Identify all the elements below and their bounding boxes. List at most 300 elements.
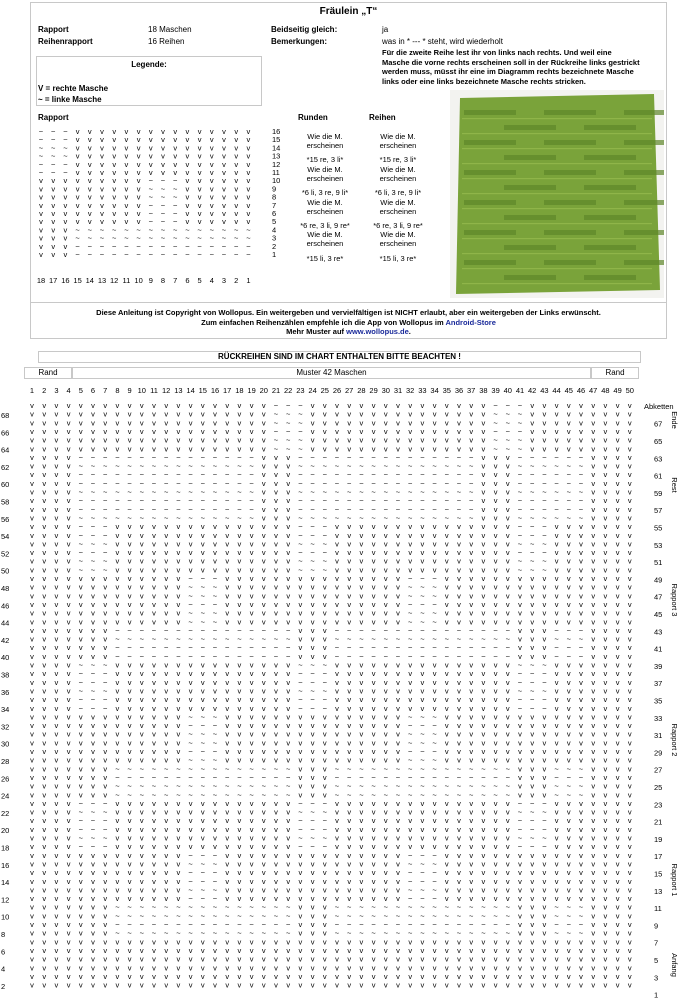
big-chart-stitch: v [335,539,339,549]
big-chart-stitch: v [518,729,522,739]
big-chart-stitch: v [493,548,498,558]
big-chart-stitch: v [322,945,327,955]
big-chart-stitch: v [615,504,620,514]
big-chart-stitch: ~ [395,790,401,800]
big-chart-stitch: v [188,816,193,826]
big-chart-stitch: ~ [347,790,352,800]
big-chart-stitch: v [200,565,205,575]
big-chart-stitch: ~ [310,565,315,575]
big-chart-stitch: v [444,686,449,696]
big-chart-stitch: v [591,729,596,739]
big-chart-stitch: ~ [90,478,96,488]
big-chart-stitch: ~ [164,781,169,791]
big-row-label-left: 48 [1,584,10,593]
big-chart-stitch: v [54,798,59,808]
big-chart-stitch: ~ [530,530,535,540]
big-chart-stitch: v [66,539,71,549]
big-chart-stitch: v [530,894,535,904]
big-chart-stitch: v [261,963,266,973]
big-chart-stitch: v [30,842,34,852]
big-chart-stitch: v [261,504,266,514]
big-chart-stitch: ~ [432,729,437,739]
big-chart-stitch: v [54,894,59,904]
big-chart-stitch: ~ [151,461,157,471]
big-chart-stitch: v [103,426,108,436]
section-label: Ende [670,411,679,429]
big-chart-stitch: ~ [395,478,401,488]
big-chart-stitch: v [615,712,620,722]
big-chart-stitch: ~ [200,876,205,886]
big-chart-stitch: v [493,833,498,843]
big-chart-stitch: v [530,920,535,929]
big-chart-stitch: v [152,599,156,609]
big-chart-stitch: ~ [456,478,462,488]
big-chart-stitch: v [383,980,388,990]
big-chart-stitch: v [200,971,205,981]
big-chart-stitch: v [627,548,632,558]
big-chart-stitch: v [78,764,83,774]
big-chart-stitch: v [347,426,352,436]
big-chart-stitch: v [493,660,498,670]
big-chart-stitch: v [298,608,303,618]
big-chart-stitch: v [566,695,571,705]
big-chart-stitch: v [603,963,608,973]
big-chart-stitch: v [542,401,547,410]
big-chart-stitch: ~ [432,591,437,601]
big-chart-stitch: v [30,401,34,410]
big-chart-stitch: ~ [469,651,474,661]
big-chart-stitch: v [469,435,474,445]
big-chart-stitch: v [579,971,583,981]
big-chart-stitch: v [249,738,254,748]
big-chart-stitch: v [444,963,449,973]
big-chart-stitch: v [261,859,266,869]
big-chart-stitch: ~ [78,703,83,713]
big-chart-stitch: v [335,868,339,878]
big-chart-stitch: v [30,591,34,601]
big-chart-stitch: ~ [200,885,205,895]
big-chart-stitch: v [66,729,71,739]
big-chart-stitch: ~ [298,435,303,445]
big-chart-stitch: v [176,816,181,826]
big-chart-stitch: v [30,868,34,878]
big-chart-stitch: ~ [334,504,340,514]
big-chart-stitch: v [91,971,95,981]
big-chart-stitch: ~ [530,487,535,497]
big-chart-stitch: ~ [200,487,205,497]
big-chart-stitch: ~ [420,859,425,869]
big-chart-stitch: v [591,738,596,748]
big-chart-stitch: ~ [139,470,144,480]
big-chart-stitch: ~ [420,478,425,488]
big-chart-stitch: v [481,963,486,973]
big-chart-stitch: v [627,582,632,592]
big-chart-stitch: v [286,695,291,705]
big-chart-stitch: v [591,401,596,410]
big-chart-stitch: ~ [200,651,205,661]
big-chart-stitch: v [408,945,413,955]
small-col-label: 2 [234,276,239,285]
big-chart-stitch: v [261,548,266,558]
big-chart-stitch: v [591,833,596,843]
big-chart-stitch: v [91,885,95,895]
big-chart-stitch: v [359,669,364,679]
big-chart-stitch: v [54,885,59,895]
big-chart-stitch: ~ [103,677,108,687]
big-chart-stitch: v [591,807,596,817]
big-chart-stitch: v [66,599,71,609]
big-chart-stitch: v [164,539,169,549]
big-chart-stitch: v [225,721,230,731]
big-chart-stitch: v [591,963,596,973]
big-chart-stitch: v [627,574,632,583]
big-chart-stitch: v [579,868,583,878]
small-chart-stitch: ~ [75,233,80,243]
big-chart-stitch: v [237,401,242,410]
big-chart-stitch: ~ [200,902,205,912]
big-chart-stitch: v [42,729,47,739]
big-chart-stitch: v [127,409,132,419]
big-chart-stitch: v [298,729,303,739]
big-chart-stitch: v [579,876,583,886]
big-chart-stitch: v [505,945,510,955]
big-chart-stitch: v [115,426,120,436]
big-chart-stitch: v [505,660,510,670]
big-chart-stitch: ~ [78,487,83,497]
big-chart-stitch: v [505,703,510,713]
big-chart-stitch: ~ [420,928,425,938]
big-chart-stitch: v [54,963,59,973]
big-chart-stitch: ~ [322,461,327,471]
big-chart-stitch: ~ [103,513,108,523]
big-chart-stitch: ~ [103,504,108,514]
big-chart-stitch: v [42,435,47,445]
big-chart-stitch: v [627,738,632,748]
big-chart-stitch: v [188,703,193,713]
small-row-label: 3 [272,233,277,243]
big-chart-stitch: v [542,859,547,869]
big-chart-stitch: v [66,712,71,722]
big-chart-stitch: v [444,712,449,722]
big-chart-stitch: v [615,885,620,895]
big-chart-stitch: v [322,755,327,765]
big-chart-stitch: v [274,712,278,722]
big-chart-stitch: v [481,703,486,713]
big-row-label-right: 57 [654,506,663,516]
big-chart-stitch: v [603,937,608,947]
big-chart-stitch: ~ [188,920,193,929]
big-chart-stitch: ~ [298,548,303,558]
big-chart-stitch: v [383,894,388,904]
big-chart-stitch: v [30,418,34,428]
big-chart-stitch: ~ [578,928,584,938]
big-chart-stitch: v [359,599,364,609]
big-chart-stitch: v [213,426,217,436]
big-chart-stitch: v [420,548,425,558]
big-chart-stitch: v [237,435,242,445]
big-chart-stitch: v [615,418,620,428]
big-chart-stitch: ~ [225,625,230,635]
big-chart-stitch: v [396,738,400,748]
big-chart-stitch: v [603,660,608,670]
big-col-label: 27 [345,386,354,395]
big-chart-stitch: v [261,669,266,679]
big-chart-stitch: v [615,920,620,929]
big-chart-stitch: v [542,945,547,955]
big-chart-stitch: v [66,496,71,506]
small-chart-stitch: v [246,159,251,169]
big-chart-stitch: v [383,937,388,947]
small-chart-stitch: v [100,151,104,161]
big-chart-stitch: v [493,859,498,869]
big-chart-stitch: v [591,824,596,834]
big-chart-stitch: v [420,401,425,410]
big-chart-stitch: v [115,747,120,756]
small-chart-stitch: ~ [173,176,178,186]
big-chart-stitch: v [603,807,608,817]
big-chart-stitch: v [274,461,278,471]
big-chart-stitch: v [274,824,278,834]
big-chart-stitch: v [542,764,547,774]
big-chart-stitch: v [359,980,364,990]
big-chart-stitch: ~ [151,452,157,462]
big-chart-stitch: v [139,842,144,852]
big-chart-stitch: v [505,712,510,722]
big-chart-stitch: v [188,539,193,549]
big-chart-stitch: v [493,712,498,722]
big-chart-stitch: ~ [554,487,559,497]
big-chart-stitch: v [481,798,486,808]
big-chart-stitch: v [261,833,266,843]
big-chart-stitch: v [493,980,498,990]
big-chart-stitch: v [91,401,95,410]
big-chart-stitch: v [347,980,352,990]
big-chart-stitch: v [518,859,522,869]
big-chart-stitch: v [127,824,132,834]
big-chart-stitch: v [505,971,510,981]
big-chart-stitch: ~ [103,695,108,705]
big-chart-stitch: v [420,669,425,679]
big-chart-stitch: v [347,565,352,575]
big-chart-stitch: v [591,876,596,886]
big-chart-stitch: v [615,738,620,748]
big-chart-stitch: v [261,574,266,583]
big-chart-stitch: v [66,582,71,592]
big-chart-stitch: v [188,660,193,670]
big-chart-stitch: v [371,444,376,454]
big-chart-stitch: v [152,963,156,973]
big-chart-stitch: v [30,894,34,904]
big-chart-stitch: v [627,729,632,739]
big-chart-stitch: v [225,617,230,627]
big-chart-stitch: ~ [517,504,523,514]
big-chart-stitch: v [420,954,425,964]
big-chart-stitch: v [286,582,291,592]
big-chart-stitch: v [78,738,83,748]
big-chart-stitch: ~ [566,772,571,782]
small-chart-stitch: v [87,127,92,136]
big-chart-stitch: v [139,401,144,410]
big-chart-stitch: v [152,539,156,549]
big-chart-stitch: v [603,522,608,532]
big-chart-stitch: v [66,478,71,488]
big-chart-stitch: v [286,591,291,601]
big-chart-stitch: v [444,660,449,670]
big-chart-stitch: v [566,798,571,808]
big-chart-stitch: ~ [347,902,352,912]
big-chart-stitch: v [591,772,596,782]
big-chart-stitch: v [505,868,510,878]
big-chart-stitch: v [103,920,108,929]
big-chart-stitch: ~ [261,920,266,929]
big-chart-stitch: ~ [261,634,266,644]
big-chart-stitch: v [322,980,327,990]
big-chart-stitch: v [603,478,608,488]
big-chart-stitch: v [444,833,449,843]
big-chart-stitch: v [42,556,47,566]
big-chart-stitch: v [152,894,156,904]
big-chart-stitch: v [432,798,437,808]
big-chart-stitch: ~ [115,504,120,514]
big-chart-stitch: v [615,496,620,506]
big-chart-stitch: v [66,669,71,679]
big-chart-stitch: v [408,426,413,436]
big-chart-stitch: v [481,591,486,601]
big-chart-stitch: ~ [530,548,535,558]
big-chart-stitch: v [115,842,120,852]
big-chart-stitch: v [30,539,34,549]
big-chart-stitch: ~ [164,764,169,774]
big-chart-stitch: v [213,530,217,540]
big-chart-stitch: ~ [151,911,157,921]
big-chart-stitch: v [469,755,474,765]
big-chart-stitch: ~ [115,902,120,912]
big-chart-stitch: v [493,703,498,713]
big-chart-stitch: v [237,539,242,549]
big-chart-stitch: v [103,911,108,921]
big-chart-stitch: v [91,850,95,860]
big-chart-stitch: v [396,703,400,713]
big-chart-stitch: v [371,712,376,722]
wollopus-link[interactable]: www.wollopus.de [346,327,409,336]
big-chart-stitch: v [310,945,315,955]
big-chart-stitch: v [91,418,95,428]
big-row-label-right: 45 [654,609,663,619]
big-chart-stitch: v [274,816,278,826]
small-chart-stitch: v [136,217,141,227]
big-chart-stitch: v [457,418,461,428]
big-chart-stitch: ~ [469,928,474,938]
small-chart-stitch: v [136,192,141,202]
big-row-label-right: 17 [654,852,663,862]
big-chart-stitch: v [420,409,425,419]
big-chart-stitch: v [371,617,376,627]
big-chart-stitch: ~ [347,643,352,653]
big-chart-stitch: ~ [420,755,425,765]
big-chart-stitch: ~ [383,920,388,929]
big-chart-stitch: ~ [249,790,254,800]
big-chart-stitch: ~ [200,513,205,523]
big-chart-stitch: v [396,971,400,981]
big-chart-stitch: v [188,937,193,947]
big-chart-stitch: v [505,452,510,462]
big-chart-stitch: v [322,409,327,419]
small-chart-stitch: ~ [63,143,68,153]
big-chart-stitch: ~ [261,772,266,782]
big-chart-stitch: ~ [115,790,120,800]
big-chart-stitch: v [554,444,559,454]
big-chart-stitch: v [127,747,132,756]
big-chart-stitch: ~ [566,911,571,921]
big-chart-stitch: v [420,565,425,575]
big-col-label: 5 [78,386,83,395]
big-chart-stitch: v [420,677,425,687]
big-chart-stitch: v [237,980,242,990]
big-chart-stitch: ~ [432,496,437,506]
big-chart-stitch: ~ [420,781,425,791]
big-chart-stitch: v [164,721,169,731]
small-chart-stitch: v [136,168,141,177]
big-chart-stitch: v [42,669,47,679]
big-chart-stitch: v [444,565,449,575]
big-chart-stitch: ~ [261,790,266,800]
big-row-label-right: 61 [654,471,663,481]
big-chart-stitch: ~ [383,496,388,506]
big-chart-stitch: v [469,885,474,895]
big-row-label-left: 56 [1,514,10,524]
big-chart-stitch: v [335,954,339,964]
big-chart-stitch: v [518,954,522,964]
big-chart-stitch: ~ [395,911,401,921]
big-chart-stitch: v [139,894,144,904]
big-chart-stitch: ~ [505,634,510,644]
big-chart-stitch: v [444,435,449,445]
small-chart-stitch: v [161,127,165,136]
big-row-label-left: 20 [1,826,10,836]
android-store-link[interactable]: Android-Store [445,317,496,327]
big-chart-stitch: v [274,513,278,523]
big-chart-stitch: ~ [310,470,315,480]
big-chart-stitch: ~ [578,504,584,514]
big-chart-stitch: v [603,461,608,471]
big-chart-stitch: ~ [505,772,510,782]
big-chart-stitch: ~ [103,660,108,670]
big-chart-stitch: ~ [176,461,181,471]
big-chart-stitch: v [444,426,449,436]
small-chart-stitch: v [63,250,68,259]
small-chart-stitch: v [161,168,165,177]
big-chart-stitch: v [579,677,583,687]
big-chart-stitch: v [603,556,608,566]
big-chart-stitch: v [42,504,47,514]
big-col-label: 49 [613,386,622,395]
instruction-runden: *6 li, 3 re, 9 li* [301,188,349,198]
big-chart-stitch: v [530,426,535,436]
big-chart-stitch: ~ [359,452,364,462]
big-chart-stitch: ~ [530,807,535,817]
big-chart-stitch: ~ [103,816,108,826]
big-chart-stitch: v [237,885,242,895]
big-col-label: 8 [115,386,120,395]
big-chart-stitch: v [322,781,327,791]
big-chart-stitch: v [420,660,425,670]
big-chart-stitch: v [481,833,486,843]
big-chart-stitch: v [481,461,486,471]
big-chart-stitch: v [481,894,486,904]
big-chart-stitch: v [493,954,498,964]
small-chart-stitch: ~ [99,233,105,243]
big-chart-stitch: ~ [395,487,401,497]
